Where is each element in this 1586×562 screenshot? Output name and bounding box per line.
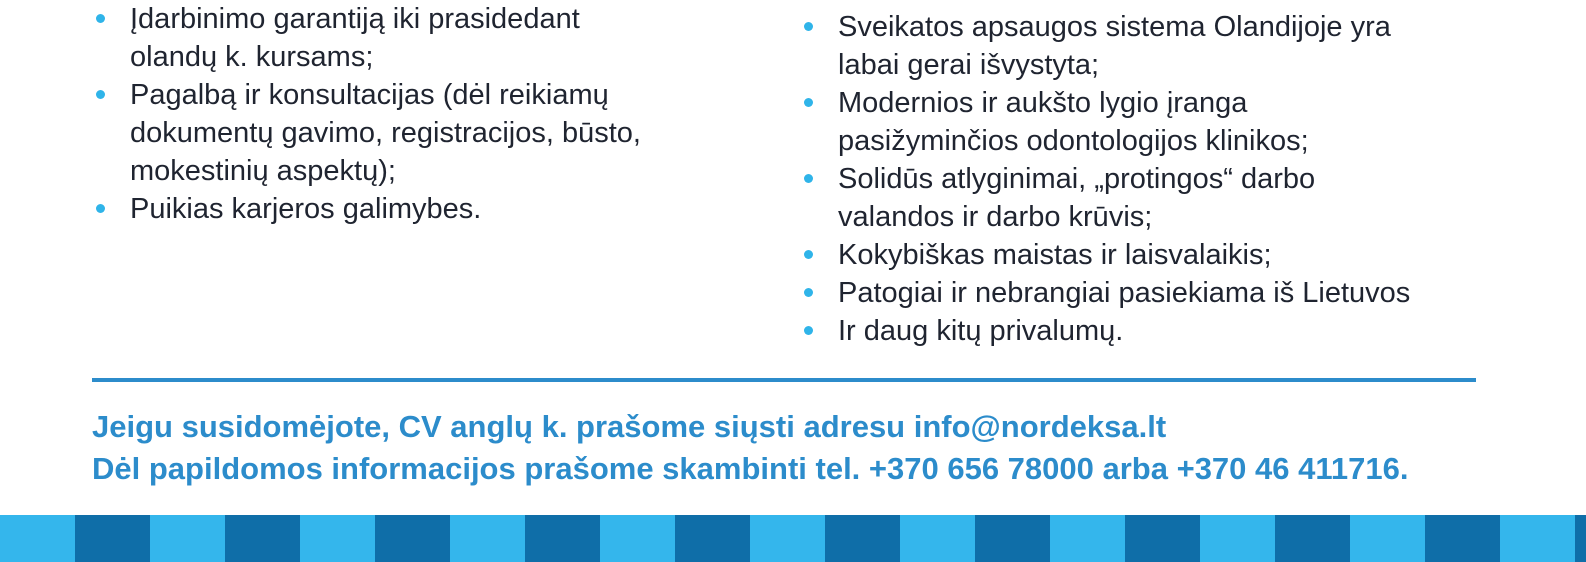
section-divider <box>92 378 1476 382</box>
stripe-segment <box>600 515 675 562</box>
list-item <box>800 8 1560 84</box>
bullet-icon <box>804 174 813 183</box>
stripe-segment <box>1425 515 1500 562</box>
list-item-text: Modernios ir aukšto lygio įranga <box>838 87 1248 119</box>
list-item <box>800 236 1560 274</box>
list-item-text: pasižyminčios odontologijos klinikos; <box>838 125 1309 157</box>
stripe-segment <box>675 515 750 562</box>
stripe-segment <box>825 515 900 562</box>
bottom-decorative-stripe <box>0 515 1586 562</box>
list-item <box>800 274 1560 312</box>
stripe-segment <box>750 515 825 562</box>
stripe-segment <box>150 515 225 562</box>
list-item-text: Patogiai ir nebrangiai pasiekiama iš Lietuvos <box>838 277 1411 309</box>
list-item-text: valandos ir darbo krūvis; <box>838 201 1153 233</box>
benefits-left-column <box>92 0 742 228</box>
stripe-segment <box>375 515 450 562</box>
list-item-text: Įdarbinimo garantiją iki prasidedant <box>130 3 580 35</box>
stripe-segment <box>1125 515 1200 562</box>
bullet-icon <box>804 22 813 31</box>
left-bullet-list <box>92 0 742 228</box>
list-item <box>800 84 1560 160</box>
stripe-segment <box>0 515 75 562</box>
list-item-text: mokestinių aspektų); <box>130 155 396 187</box>
contact-phone-line: Dėl papildomos informacijos prašome skambinti tel. +370 656 78000 arba +370 46 411716. <box>92 451 1409 486</box>
stripe-segment <box>300 515 375 562</box>
right-bullet-list <box>800 8 1560 350</box>
list-item <box>92 76 742 190</box>
stripe-segment <box>1500 515 1575 562</box>
contact-email-line: Jeigu susidomėjote, CV anglų k. prašome siųsti adresu info@nordeksa.lt <box>92 409 1167 444</box>
benefits-right-column <box>800 8 1560 350</box>
stripe-segment <box>225 515 300 562</box>
list-item-text: dokumentų gavimo, registracijos, būsto, <box>130 117 641 149</box>
stripe-segment <box>450 515 525 562</box>
stripe-segment <box>900 515 975 562</box>
list-item-text: labai gerai išvystyta; <box>838 49 1100 81</box>
stripe-segment <box>75 515 150 562</box>
stripe-segment <box>1575 515 1586 562</box>
bullet-icon <box>96 14 105 23</box>
list-item-text: Sveikatos apsaugos sistema Olandijoje yra <box>838 11 1391 43</box>
list-item <box>800 312 1560 350</box>
bullet-icon <box>96 204 105 213</box>
stripe-segment <box>1050 515 1125 562</box>
stripe-segment <box>1200 515 1275 562</box>
list-item <box>92 0 742 76</box>
list-item-text: Solidūs atlyginimai, „protingos“ darbo <box>838 163 1316 195</box>
bullet-icon <box>96 90 105 99</box>
list-item-text: Ir daug kitų privalumų. <box>838 315 1124 347</box>
bullet-icon <box>804 288 813 297</box>
stripe-segment <box>525 515 600 562</box>
stripe-segment <box>975 515 1050 562</box>
stripe-segment <box>1350 515 1425 562</box>
list-item <box>92 190 742 228</box>
list-item-text: Puikias karjeros galimybes. <box>130 193 482 225</box>
list-item-text: olandų k. kursams; <box>130 41 374 73</box>
list-item <box>800 160 1560 236</box>
stripe-segment <box>1275 515 1350 562</box>
bullet-icon <box>804 326 813 335</box>
list-item-text: Pagalbą ir konsultacijas (dėl reikiamų <box>130 79 609 111</box>
contact-info <box>92 406 1572 490</box>
list-item-text: Kokybiškas maistas ir laisvalaikis; <box>838 239 1272 271</box>
bullet-icon <box>804 98 813 107</box>
bullet-icon <box>804 250 813 259</box>
